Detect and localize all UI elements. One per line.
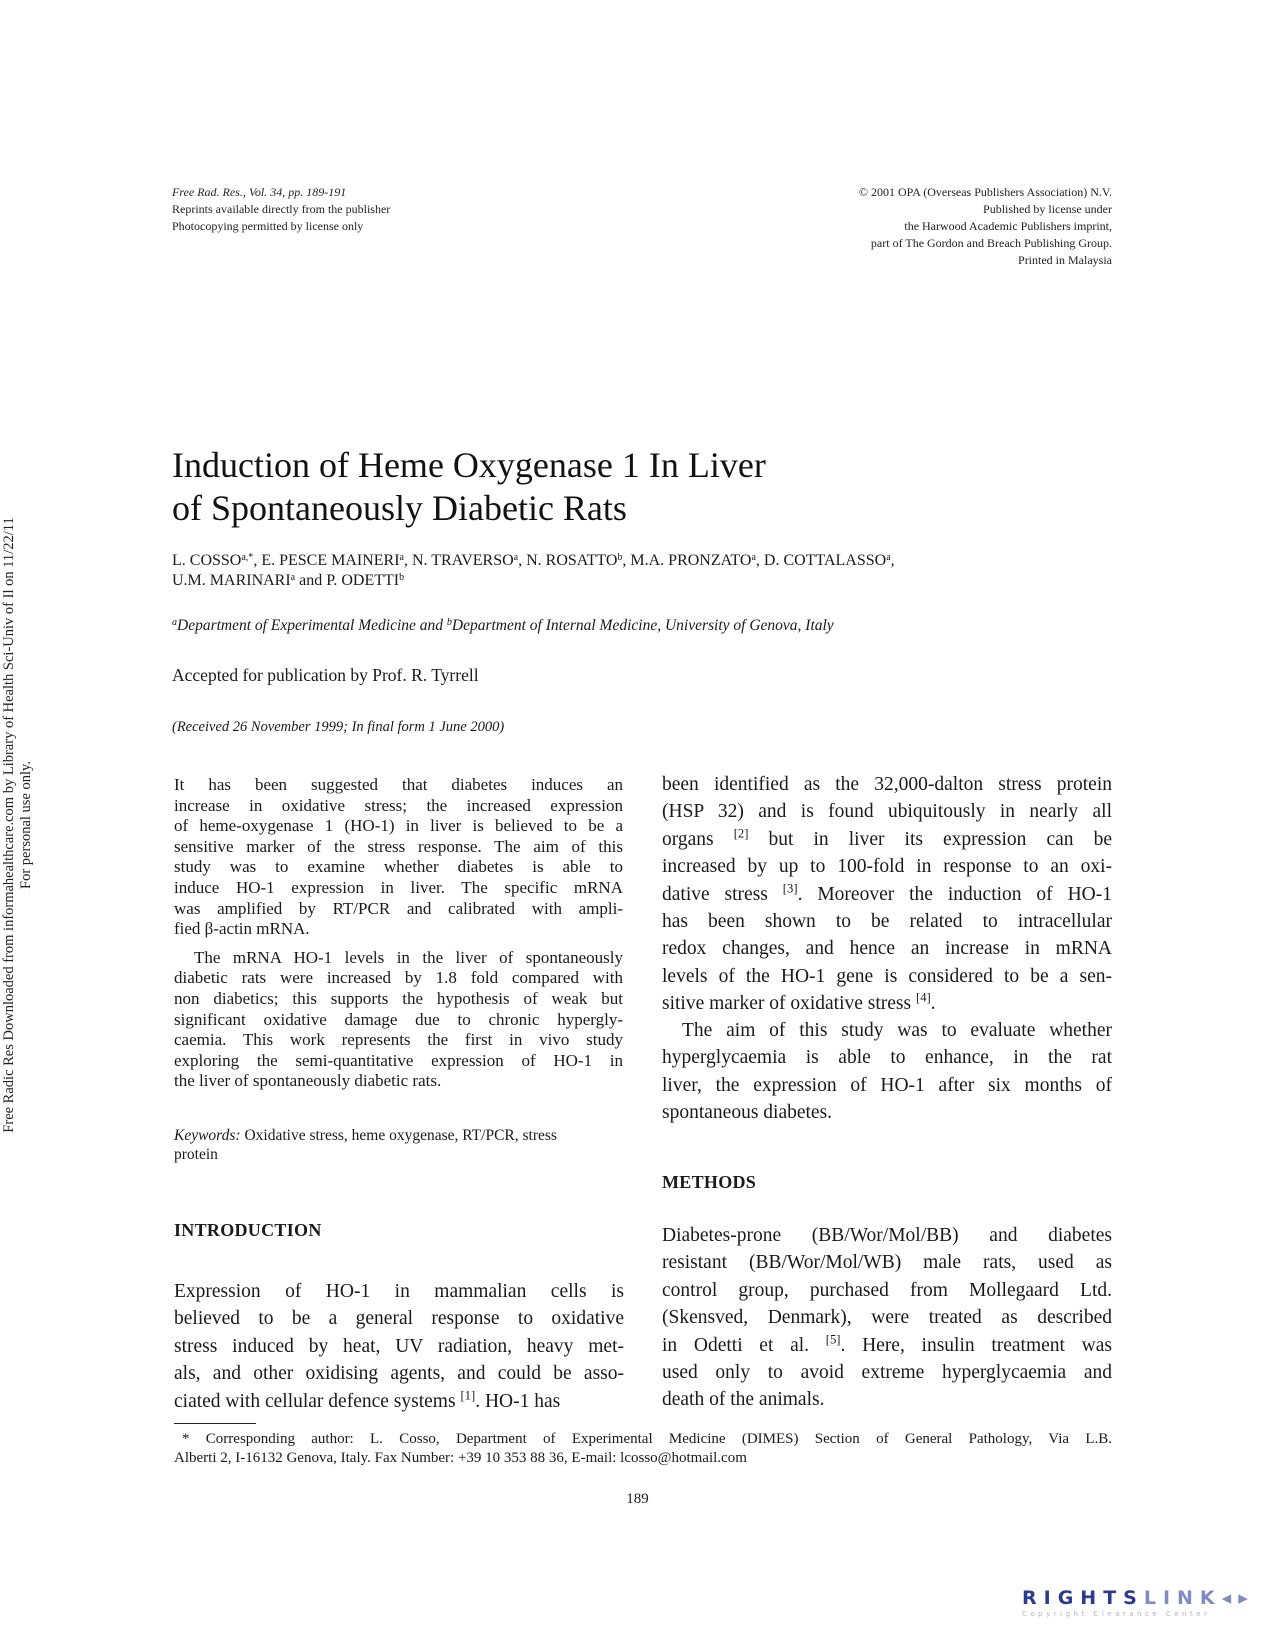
author-name: N. ROSATTO [526,552,618,569]
logo-subtitle: Copyright Clearance Center [1022,1610,1211,1618]
copyright-line: Printed in Malaysia [1018,253,1112,267]
footnote-line: Alberti 2, I-16132 Genova, Italy. Fax Number: +39 10 353 88 36, E-mail: lcosso@hotmail.com [174,1450,747,1466]
citation-ref[interactable]: [3] [782,881,798,896]
author-affiliation-sup: a [399,552,404,563]
methods-heading: METHODS [662,1172,757,1192]
logo-text-light: LINK [1143,1587,1222,1609]
text-line: Expression of HO-1 in mammalian cells is [174,1281,624,1302]
paper-title [172,444,766,530]
text-line: ciated with cellular defence systems [1]. HO-1 has [174,1388,561,1412]
text-line: non diabetics; this supports the hypothesis of weak but [174,988,623,1008]
text-line: Diabetes-prone (BB/Wor/Mol/BB) and diabetes [662,1225,1112,1246]
copyright-line: the Harwood Academic Publishers imprint, [904,219,1112,233]
keywords-text: protein [174,1146,218,1163]
text-line: als, and other oxidising agents, and could be asso- [174,1363,624,1385]
text-line: organs [2] but in liver its expression can be [662,826,1112,850]
text-line: caemia. This work represents the first in vivo study [174,1030,623,1050]
text-line: has been shown to be related to intracellular [662,911,1112,933]
text-line: sensitive marker of the stress response. The aim of this [174,836,623,856]
author-name: N. TRAVERSO [412,552,514,569]
text-line: believed to be a general response to oxidative [174,1308,624,1330]
text-line: hyperglycaemia is able to enhance, in the rat [662,1047,1112,1069]
text-line: dative stress [3]. Moreover the induction of HO-1 [662,881,1112,905]
text-line: (HSP 32) and is found ubiquitously in nearly all [662,801,1112,823]
received-dates: (Received 26 November 1999; In final form 1 June 2000) [172,719,505,735]
author-affiliation-sup: a [290,572,296,583]
copyright-line: part of The Gordon and Breach Publishing Group. [870,236,1112,250]
page-number: 189 [626,1491,649,1507]
text-line: fied β-actin mRNA. [174,919,310,939]
paragraph-gap [174,940,623,948]
footnote [174,1430,1112,1468]
footnote-line: * Corresponding author: L. Cosso, Department of Experimental Medicine (DIMES) Section of General Pathology, Via L.B. [182,1431,1112,1447]
text-line: sitive marker of oxidative stress [4]. [662,990,936,1015]
text-line: liver, the expression of HO-1 after six months of [662,1074,1112,1096]
author-name: P. ODETTI [326,572,400,589]
citation-ref[interactable]: [2] [733,826,749,841]
methods-text [662,1222,1112,1414]
title-line: of Spontaneously Diabetic Rats [172,488,627,528]
author-list: L. $COSSO^{a,*}$, E. PESCE MAINERI$^a$, N. TRAVERSO$^a$, N. ROSATTO$^b$, M.A. PRONZATO$^a$, D. COTTALASSO$^a$, U.M. MARINARI$^a$ and P. ODETTI$^b$ [172,552,895,589]
introduction-heading: INTRODUCTION [174,1220,322,1240]
text-line: redox changes, and hence an increase in mRNA [662,938,1112,960]
logo-text-dark: RIGHTS [1022,1587,1144,1609]
introduction-text [174,1278,624,1415]
author-affiliation-sup: a,* [241,552,254,563]
text-line: levels of the HO-1 gene is considered to be a sen- [662,965,1112,987]
author-affiliation-sup: b [399,572,405,583]
keywords-label: Keywords: [174,1127,241,1144]
text-line: resistant (BB/Wor/Mol/WB) male rats, used as [662,1252,1112,1274]
abstract [174,775,623,1092]
author-affiliation-sup: a [886,552,891,563]
text-line: induce HO-1 expression in liver. The specific mRNA [174,877,623,897]
author-name: L. COSSO [172,552,242,569]
author-affiliation-sup: a [751,552,756,563]
keywords-text: Oxidative stress, heme oxygenase, RT/PCR, stress [240,1127,557,1144]
text-line: (Skensved, Denmark), were treated as described [662,1307,1112,1329]
watermark-line: Free Radic Res Downloaded from informahealthcare.com by Library of Health Sci-Univ of Il on 11/22/11 [1,517,17,1133]
text-line: the liver of spontaneously diabetic rats. [174,1071,442,1091]
text-line: diabetic rats were increased by 1.8 fold compared with [174,968,623,988]
text-line: was amplified by RT/PCR and calibrated with ampli- [174,898,623,918]
watermark-line: For personal use only. [18,761,34,889]
affil-text: Department of Internal Medicine, University of Genova, Italy [451,617,834,634]
download-watermark [1,465,35,1185]
author-name: E. PESCE MAINERI [261,552,400,569]
journal-citation: Free Rad. Res., Vol. 34, pp. 189-191 [172,185,347,199]
author-name: U.M. MARINARI [172,572,291,589]
right-column-para2 [662,1017,1112,1127]
text-line: in Odetti et al. [5]. Here, insulin treatment was [662,1332,1112,1356]
author-affiliation-sup: a [513,552,519,563]
rightslink-logo[interactable] [1022,1587,1262,1627]
copyright-line: © 2001 OPA (Overseas Publishers Association) N.V. [858,185,1112,199]
author-name: D. COTTALASSO [763,552,887,569]
affil-text: Department of Experimental Medicine and [177,617,447,634]
footnote-divider [174,1423,256,1424]
copyright-line: Published by license under [983,202,1112,216]
right-column-para1 [662,771,1112,1018]
text-line: exploring the semi-quantitative expression of HO-1 in [174,1050,623,1070]
author-affiliation-sup: b [617,552,623,563]
text-line: increased by up to 100-fold in response to an oxi- [662,856,1112,878]
text-line: control group, purchased from Mollegaard Ltd. [662,1279,1112,1301]
journal-info [172,184,390,235]
copyright-info [859,184,1112,269]
citation-ref[interactable]: [4] [915,990,931,1005]
keywords [174,1126,623,1164]
author-name: M.A. PRONZATO [630,552,752,569]
text-line: The aim of this study was to evaluate whether [682,1020,1112,1041]
affil-sup: a [172,617,177,628]
text-line: The mRNA HO-1 levels in the liver of spontaneously [194,947,623,967]
text-line: used only to avoid extreme hyperglycaemia and [662,1362,1112,1384]
photocopy-note: Photocopying permitted by license only [172,219,364,233]
text-line: death of the animals. [662,1389,825,1411]
logo-arrow-icon: ◂▸ [1221,1587,1255,1609]
affil-sup: b [446,617,452,628]
accepted-note: Accepted for publication by Prof. R. Tyrrell [172,665,479,685]
text-line: stress induced by heat, UV radiation, heavy met- [174,1335,624,1357]
affiliation [172,617,834,635]
citation-ref[interactable]: [1] [460,1388,476,1403]
citation-ref[interactable]: [5] [825,1332,841,1347]
text-line: significant oxidative damage due to chronic hypergly- [174,1009,623,1029]
reprints-note: Reprints available directly from the publisher [172,202,391,216]
title-line: Induction of Heme Oxygenase 1 In Liver [172,445,766,485]
logo-wordmark [1022,1587,1262,1609]
text-line: been identified as the 32,000-dalton stress protein [662,774,1112,795]
text-line: study was to examine whether diabetes is able to [174,857,623,877]
text-line: It has been suggested that diabetes induces an [174,775,623,794]
text-line: of heme-oxygenase 1 (HO-1) in liver is believed to be a [174,816,623,836]
text-line: spontaneous diabetes. [662,1102,833,1124]
text-line: increase in oxidative stress; the increased expression [174,795,623,815]
